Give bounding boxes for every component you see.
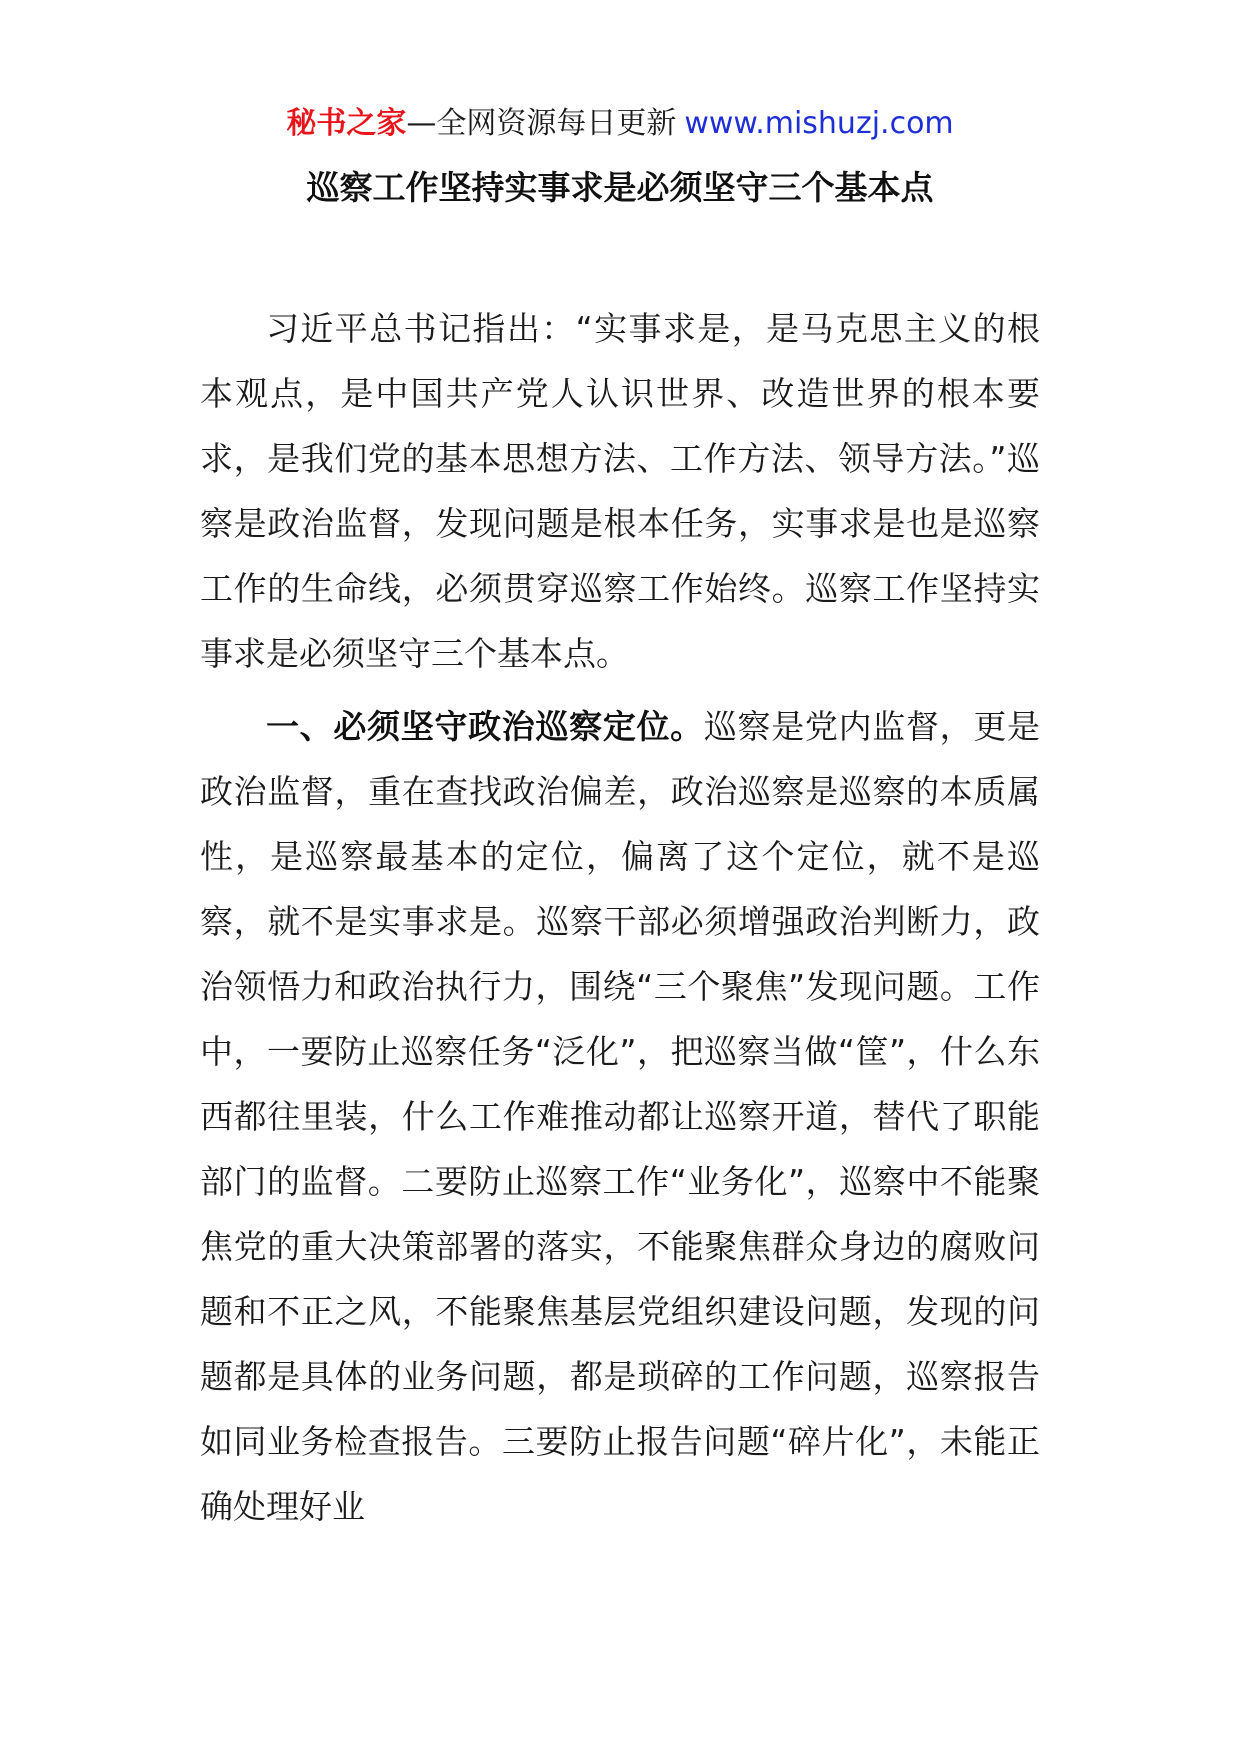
- document-title: 巡察工作坚持实事求是必须坚守三个基本点: [306, 168, 934, 207]
- site-header: [0, 104, 1240, 144]
- paragraph-point-one: [200, 694, 1040, 1539]
- paragraph-lead-heading: 一、必须坚守政治巡察定位。: [266, 707, 704, 746]
- document-body: [200, 296, 1040, 1539]
- site-url-link[interactable]: www.mishuzj.com: [684, 106, 954, 141]
- brand-name: 秘书之家: [286, 106, 407, 141]
- paragraph-text: 巡察是党内监督，更是政治监督，重在查找政治偏差，政治巡察是巡察的本质属性，是巡察最基本的定位，偏离了这个定位，就不是巡察，就不是实事求是。巡察干部必须增强政治判断力，政治领悟力和政治执行力，围绕“三个聚焦”发现问题。工作中，一要防止巡察任务“泛化”，把巡察当做“筐”，什么东西都往里装，什么工作难推动都让巡察开道，替代了职能部门的监督。二要防止巡察工作“业务化”，巡察中不能聚焦党的重大决策部署的落实，不能聚焦群众身边的腐败问题和不正之风，不能聚焦基层党组织建设问题，发现的问题都是具体的业务问题，都是琐碎的工作问题，巡察报告如同业务检查报告。三要防止报告问题“碎片化”，未能正确处理好业: [200, 707, 1041, 1526]
- paragraph-intro: [200, 296, 1040, 686]
- header-slogan: —全网资源每日更新: [406, 106, 677, 141]
- paragraph-text: 习近平总书记指出：“实事求是，是马克思主义的根本观点，是中国共产党人认识世界、改造世界的根本要求，是我们党的基本思想方法、工作方法、领导方法。”巡察是政治监督，发现问题是根本任务，实事求是也是巡察工作的生命线，必须贯穿巡察工作始终。巡察工作坚持实事求是必须坚守三个基本点。: [200, 309, 1040, 673]
